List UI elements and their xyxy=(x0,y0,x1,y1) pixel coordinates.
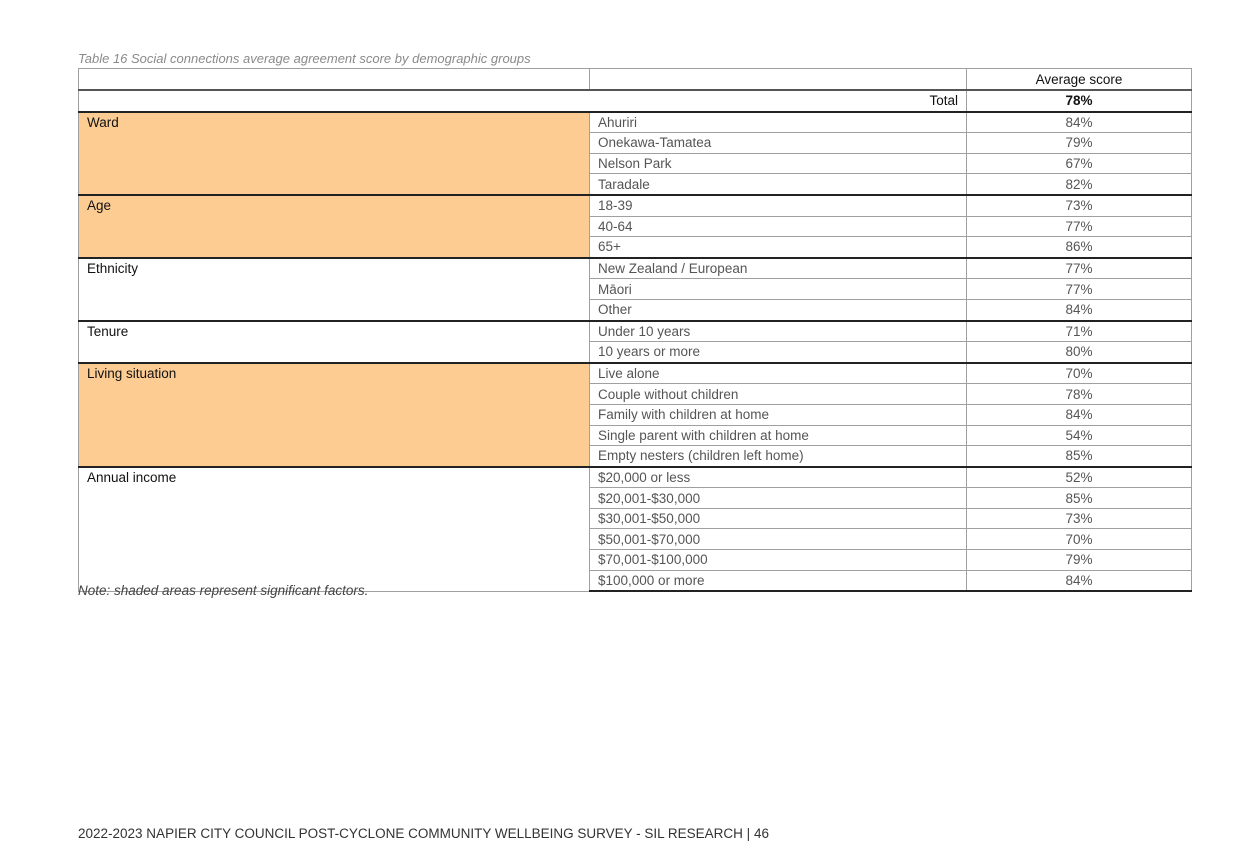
table-note: Note: shaded areas represent significant factors. xyxy=(78,583,369,598)
subgroup-label: $50,001-$70,000 xyxy=(590,529,967,550)
subgroup-label: Māori xyxy=(590,279,967,300)
average-score-value: 52% xyxy=(967,467,1192,488)
average-score-value: 70% xyxy=(967,363,1192,384)
average-score-value: 67% xyxy=(967,153,1192,174)
average-score-value: 73% xyxy=(967,195,1192,216)
average-score-value: 77% xyxy=(967,216,1192,237)
header-blank-cell xyxy=(79,69,590,91)
average-score-value: 71% xyxy=(967,321,1192,342)
average-score-value: 78% xyxy=(967,384,1192,405)
subgroup-label: Empty nesters (children left home) xyxy=(590,446,967,467)
subgroup-label: Single parent with children at home xyxy=(590,425,967,446)
subgroup-label: Taradale xyxy=(590,174,967,195)
total-label: Total xyxy=(79,90,967,112)
demographics-table xyxy=(78,68,1192,592)
subgroup-label: $100,000 or more xyxy=(590,570,967,591)
subgroup-label: Nelson Park xyxy=(590,153,967,174)
subgroup-label: 65+ xyxy=(590,237,967,258)
table-row xyxy=(79,321,1192,342)
subgroup-label: 18-39 xyxy=(590,195,967,216)
average-score-value: 84% xyxy=(967,570,1192,591)
subgroup-label: $20,001-$30,000 xyxy=(590,488,967,509)
subgroup-label: $20,000 or less xyxy=(590,467,967,488)
subgroup-label: New Zealand / European xyxy=(590,258,967,279)
group-label-age: Age xyxy=(79,195,590,258)
table-row xyxy=(79,467,1192,488)
subgroup-label: Couple without children xyxy=(590,384,967,405)
group-label-annual-income: Annual income xyxy=(79,467,590,592)
table-caption: Table 16 Social connections average agreement score by demographic groups xyxy=(78,51,531,66)
subgroup-label: Onekawa-Tamatea xyxy=(590,133,967,154)
average-score-value: 85% xyxy=(967,446,1192,467)
table-row xyxy=(79,195,1192,216)
group-label-living-situation: Living situation xyxy=(79,363,590,467)
average-score-value: 82% xyxy=(967,174,1192,195)
average-score-value: 54% xyxy=(967,425,1192,446)
average-score-value: 80% xyxy=(967,342,1192,363)
header-blank-cell xyxy=(590,69,967,91)
table-body xyxy=(79,69,1192,592)
average-score-value: 70% xyxy=(967,529,1192,550)
average-score-value: 84% xyxy=(967,299,1192,320)
subgroup-label: 40-64 xyxy=(590,216,967,237)
page-footer: 2022-2023 NAPIER CITY COUNCIL POST-CYCLONE COMMUNITY WELLBEING SURVEY - SIL RESEARCH | 46 xyxy=(78,826,769,841)
subgroup-label: Under 10 years xyxy=(590,321,967,342)
subgroup-label: Other xyxy=(590,299,967,320)
table-row xyxy=(79,363,1192,384)
table-row xyxy=(79,112,1192,133)
total-value: 78% xyxy=(967,90,1192,112)
subgroup-label: $70,001-$100,000 xyxy=(590,550,967,571)
subgroup-label: Ahuriri xyxy=(590,112,967,133)
average-score-value: 79% xyxy=(967,133,1192,154)
subgroup-label: 10 years or more xyxy=(590,342,967,363)
subgroup-label: Live alone xyxy=(590,363,967,384)
average-score-value: 86% xyxy=(967,237,1192,258)
average-score-value: 85% xyxy=(967,488,1192,509)
table-row xyxy=(79,258,1192,279)
average-score-value: 77% xyxy=(967,258,1192,279)
average-score-value: 79% xyxy=(967,550,1192,571)
table-header-row xyxy=(79,69,1192,91)
subgroup-label: Family with children at home xyxy=(590,404,967,425)
average-score-value: 84% xyxy=(967,112,1192,133)
average-score-value: 84% xyxy=(967,404,1192,425)
subgroup-label: $30,001-$50,000 xyxy=(590,508,967,529)
group-label-ward: Ward xyxy=(79,112,590,195)
group-label-tenure: Tenure xyxy=(79,321,590,363)
total-row xyxy=(79,90,1192,112)
group-label-ethnicity: Ethnicity xyxy=(79,258,590,321)
average-score-value: 73% xyxy=(967,508,1192,529)
average-score-value: 77% xyxy=(967,279,1192,300)
header-average-score: Average score xyxy=(967,69,1192,91)
